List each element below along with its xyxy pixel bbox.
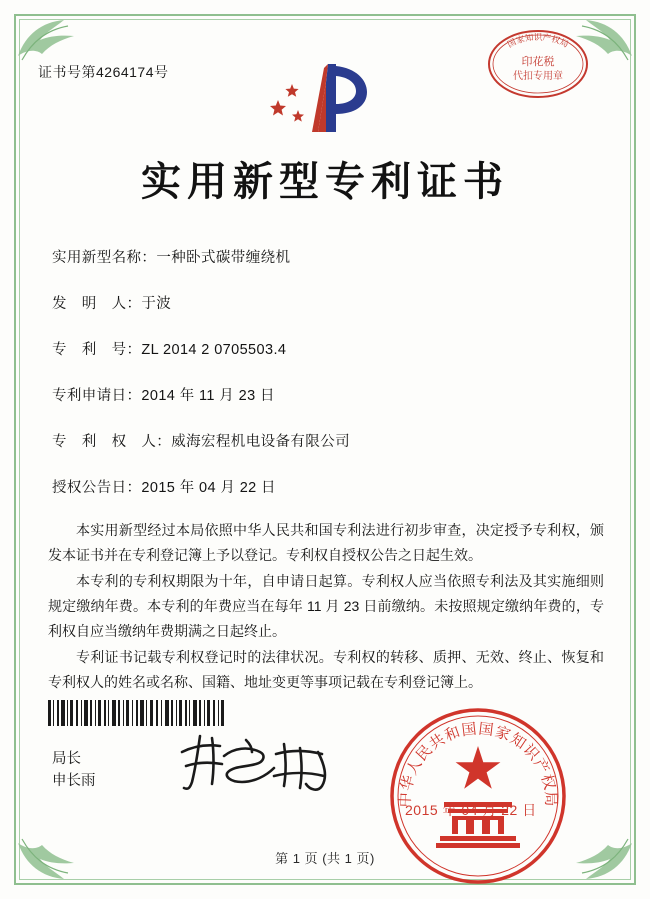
seal-date: 2015 年 04 月 22 日: [405, 802, 537, 818]
field-label: 实用新型名称：: [52, 250, 157, 266]
field-value: 威海宏程机电设备有限公司: [171, 434, 351, 450]
page-title: 实用新型专利证书: [141, 158, 509, 205]
field-row-grant-announcement-date: [52, 476, 600, 497]
field-value: 一种卧式碳带缠绕机: [156, 250, 291, 266]
director-name-label: 申长雨: [52, 773, 96, 789]
svg-text:印花税: 印花税: [521, 56, 555, 68]
field-row-patentee: [52, 430, 600, 451]
field-value: 于波: [141, 296, 172, 312]
field-value: 2014 年 11 月 23 日: [141, 388, 275, 404]
certificate-number: 证书号第4264174号: [38, 64, 169, 80]
body-text: [48, 518, 604, 696]
field-row-inventor: [52, 292, 600, 313]
field-label: 专利申请日：: [52, 388, 142, 404]
svg-text:中华人民共和国国家知识产权局: 中华人民共和国国家知识产权局: [396, 720, 560, 808]
field-label: 授权公告日：: [52, 480, 142, 496]
paragraph-2: 本专利的专利权期限为十年，自申请日起算。专利权人应当依照专利法及其实施细则规定缴纳年费。本专利的年费应当在每年 11 月 23 日前缴纳。未按照规定缴纳年费的，专利权自应当缴纳年费期满之日起终止。: [48, 573, 604, 639]
signature-label-block: [52, 748, 96, 792]
field-label: 专 利 号：: [52, 342, 142, 358]
field-label: 发 明 人：: [52, 296, 142, 312]
field-row-patent-number: [52, 338, 600, 359]
barcode: [48, 700, 224, 726]
field-row-utility-model-name: [52, 246, 600, 267]
field-row-application-date: [52, 384, 600, 405]
page-footer: 第 1 页 (共 1 页): [275, 851, 375, 866]
field-value: ZL 2014 2 0705503.4: [141, 342, 287, 358]
field-list: [52, 246, 600, 522]
svg-text:国家知识产权局: 国家知识产权局: [505, 31, 571, 50]
director-title-label: 局长: [52, 751, 81, 767]
field-value: 2015 年 04 月 22 日: [141, 480, 276, 496]
paragraph-1: 本实用新型经过本局依照中华人民共和国专利法进行初步审查，决定授予专利权，颁发本证书并在专利登记簿上予以登记。专利权自授权公告之日起生效。: [48, 522, 604, 563]
svg-text:代扣专用章: 代扣专用章: [513, 71, 563, 82]
handwritten-signature: [172, 726, 352, 798]
sipo-logo-icon: [268, 58, 378, 136]
tax-stamp-seal: [486, 28, 590, 100]
paragraph-3: 专利证书记载专利权登记时的法律状况。专利权的转移、质押、无效、终止、恢复和专利权人的姓名或名称、国籍、地址变更等事项记载在专利登记簿上。: [48, 649, 604, 690]
field-label: 专 利 权 人：: [52, 434, 172, 450]
